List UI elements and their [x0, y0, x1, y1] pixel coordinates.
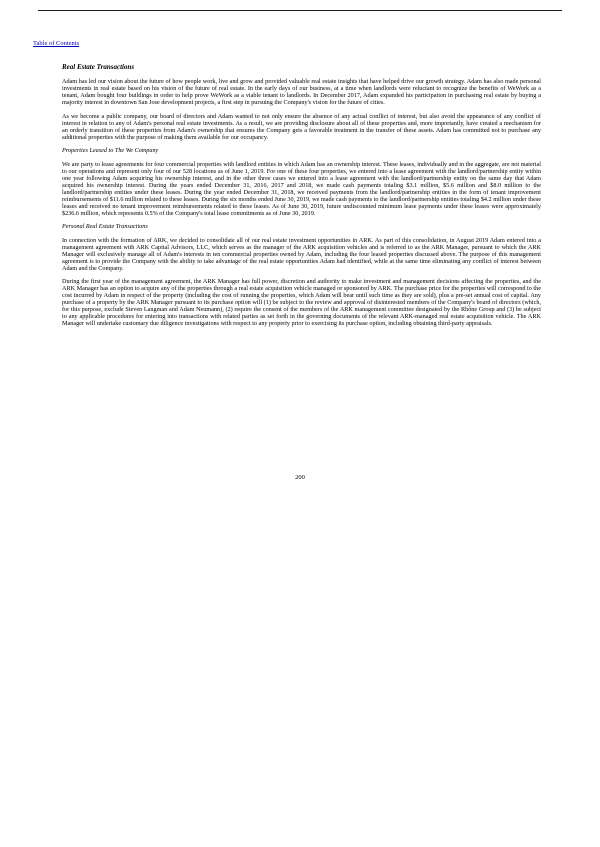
- personal-transactions-paragraph-2: During the first year of the management agreement, the ARK Manager has full power, discretion and authority to make investment and management decisions affecting the properties, and the ARK Manager has an option to acquire any of the properties through a real estate acquisition vehicle managed or sponsored by ARK. The purchase price for the properties will correspond to the cost incurred by Adam in respect of the property (including the cost of running the properties, which Adam will bear until such time as they are sold), plus a pre-set annual cost of capital. Any purchase of a property by the ARK Manager pursuant to its purchase option will (1) be subject to the review and approval of disinterested members of the Company's board of directors (which, for this purpose, exclude Steven Langman and Adam Neumann), (2) require the consent of the members of the ARK management committee designated by the Rhône Group and (3) be subject to any applicable procedures for entering into transactions with related parties as set forth in the governing documents of the relevant ARK-managed real estate acquisition vehicle. The ARK Manager will undertake customary due diligence investigations with respect to any property prior to exercising its purchase option, including obtaining third-party appraisals.: [62, 278, 541, 327]
- properties-leased-paragraph-1: We are party to lease agreements for four commercial properties with landlord entities in which Adam has an ownership interest. These leases, individually and in the aggregate, are not material to our operations and represent only four of our 528 locations as of June 1, 2019. For one of these four properties, we entered into a lease agreement with the landlord/partnership entity within one year following Adam acquiring his ownership interest, and in the other three cases we entered into a lease agreement with the landlord/partnership entity on the same day that Adam acquired his ownership interest. During the years ended December 31, 2016, 2017 and 2018, we made cash payments totaling $3.1 million, $5.6 million and $8.0 million to the landlord/partnership entities under these leases. During the year ended December 31, 2018, we received payments from the landlord/partnership entities in the form of tenant improvement reimbursements of $11.6 million related to these leases. During the six months ended June 30, 2019, we made cash payments to the landlord/partnership entities totaling $4.2 million under these leases and received no tenant improvement reimbursements related to these leases. As of June 30, 2019, future undiscounted minimum lease payments under these leases were approximately $236.6 million, which represents 0.5% of the Company's total lease commitments as of June 30, 2019.: [62, 160, 541, 217]
- subsection-heading-personal-transactions: Personal Real Estate Transactions: [62, 223, 148, 230]
- subsection-heading-properties-leased: Properties Leased to The We Company: [62, 147, 159, 154]
- top-divider: [38, 10, 562, 11]
- section-heading: Real Estate Transactions: [62, 63, 135, 71]
- personal-transactions-paragraph-1: In connection with the formation of ARK, we decided to consolidate all of our real estate investment opportunities in ARK. As part of this consolidation, in August 2019 Adam entered into a management agreement with ARK Capital Advisors, LLC, which serves as the manager of the ARK acquisition vehicles and is referred to as the ARK Manager, pursuant to which the ARK Manager will exclusively manage all of Adam's interests in ten commercial properties owned by Adam, including the four leased properties discussed above. The purpose of this management agreement is to provide the Company with the ability to take advantage of the real estate opportunities Adam had identified, while at the same time eliminating any conflict of interest between Adam and the Company.: [62, 236, 541, 272]
- intro-paragraph-1: Adam has led our vision about the future of how people work, live and grow and provided valuable real estate insights that have helped drive our growth strategy. Adam has also made personal investments in real estate based on his vision of the future of real estate. In the early days of our business, at a time when landlords were reluctant to recognize the benefits of WeWork as a tenant, Adam bought four buildings in order to help prove WeWork as a viable tenant to landlords. In December 2017, Adam expanded his participation in purchasing real estate by buying a majority interest in downtown San Jose development projects, a first step in pursuing the Company's vision for the future of cities.: [62, 78, 541, 106]
- document-body: [62, 63, 541, 334]
- table-of-contents-link[interactable]: Table of Contents: [33, 40, 80, 47]
- intro-paragraph-2: As we become a public company, our board of directors and Adam wanted to not only ensure the absence of any actual conflict of interest, but also avoid the appearance of any conflict of interest in relation to any of Adam's personal real estate investments. As a result, we are providing disclosure about all of these properties and, more importantly, have created a mechanism for an orderly transition of these properties from Adam's ownership that ensures the Company gets a favorable treatment in the transfer of these assets. Adam has committed not to purchase any additional properties with the purpose of making them available for our occupancy.: [62, 112, 541, 141]
- page-number: 200: [295, 474, 305, 481]
